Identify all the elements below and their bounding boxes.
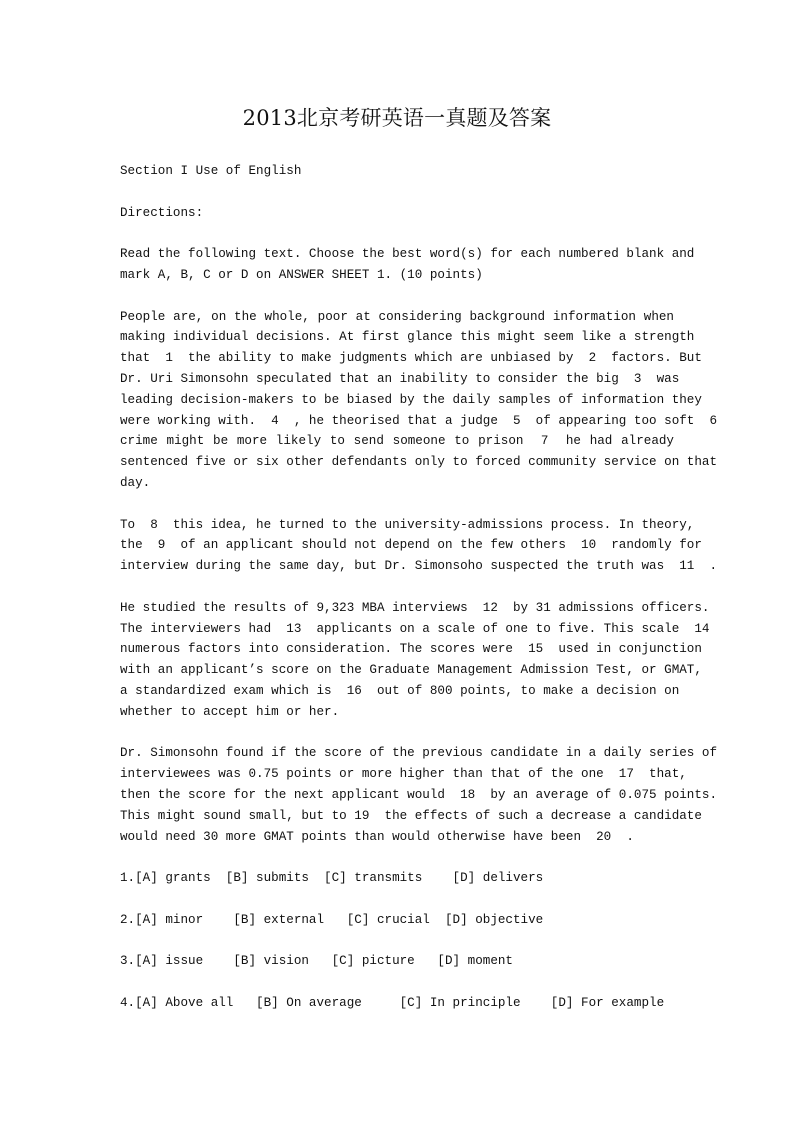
passage-line: day. <box>120 475 151 490</box>
passage-line: crime might be more likely to send someone to prison 7 he had already <box>120 434 674 449</box>
passage-line: the 9 of an applicant should not depend on the few others 10 randomly for <box>120 538 702 553</box>
passage-line: To 8 this idea, he turned to the university-admissions process. In theory, <box>120 517 695 532</box>
passage-line: a standardized exam which is 16 out of 800 points, to make a decision on <box>120 683 680 698</box>
passage-line: Dr. Simonsohn found if the score of the previous candidate in a daily series of <box>120 746 718 761</box>
passage-line: making individual decisions. At first glance this might seem like a strength <box>120 330 695 345</box>
passage-line: interview during the same day, but Dr. Simonsoho suspected the truth was 11 . <box>120 559 718 574</box>
question-line: 3.[A] issue [B] vision [C] picture [D] moment <box>120 954 513 969</box>
passage-line: with an applicant’s score on the Graduate Management Admission Test, or GMAT, <box>120 663 702 678</box>
passage-line: were working with. 4 , he theorised that a judge 5 of appearing too soft 6 <box>120 413 718 428</box>
spacer <box>120 286 674 307</box>
question-line: 1.[A] grants [B] submits [C] transmits [D] delivers <box>120 871 544 886</box>
passage-line: The interviewers had 13 applicants on a scale of one to five. This scale 14 <box>120 621 710 636</box>
passage-line: numerous factors into consideration. The scores were 15 used in conjunction <box>120 642 702 657</box>
spacer <box>120 847 674 868</box>
passage-line: that 1 the ability to make judgments which are unbiased by 2 factors. But <box>120 351 702 366</box>
section-heading: Section I Use of English <box>120 164 302 178</box>
passage-line: Dr. Uri Simonsohn speculated that an inability to consider the big 3 was <box>120 371 680 386</box>
instructions-line: Read the following text. Choose the best word(s) for each numbered blank and <box>120 247 695 262</box>
spacer <box>120 972 674 993</box>
page-title: 2013北京考研英语一真题及答案 <box>242 106 552 130</box>
question-line: 2.[A] minor [B] external [C] crucial [D] objective <box>120 912 544 927</box>
passage-line: whether to accept him or her. <box>120 704 340 719</box>
spacer <box>120 223 674 244</box>
spacer <box>120 930 674 951</box>
passage-line: He studied the results of 9,323 MBA interviews 12 by 31 admissions officers. <box>120 600 710 615</box>
question-line: 4.[A] Above all [B] On average [C] In principle [D] For example <box>120 995 665 1010</box>
passage-line: interviewees was 0.75 points or more higher than that of the one 17 that, <box>120 767 687 782</box>
passage-line: sentenced five or six other defendants only to forced community service on that <box>120 455 718 470</box>
passage-line: This might sound small, but to 19 the effects of such a decrease a candidate <box>120 808 702 823</box>
spacer <box>120 889 674 910</box>
passage-line: would need 30 more GMAT points than would otherwise have been 20 . <box>120 829 634 844</box>
document-body <box>120 161 718 1014</box>
spacer <box>120 182 674 203</box>
passage-line: leading decision-makers to be biased by the daily samples of information they <box>120 392 702 407</box>
passage-line: People are, on the whole, poor at considering background information when <box>120 309 674 324</box>
spacer <box>120 577 674 598</box>
directions-label: Directions: <box>120 205 204 220</box>
instructions-line: mark A, B, C or D on ANSWER SHEET 1. (10 points) <box>120 267 483 282</box>
spacer <box>120 723 674 744</box>
passage-line: then the score for the next applicant would 18 by an average of 0.075 points. <box>120 787 718 802</box>
spacer <box>120 494 674 515</box>
